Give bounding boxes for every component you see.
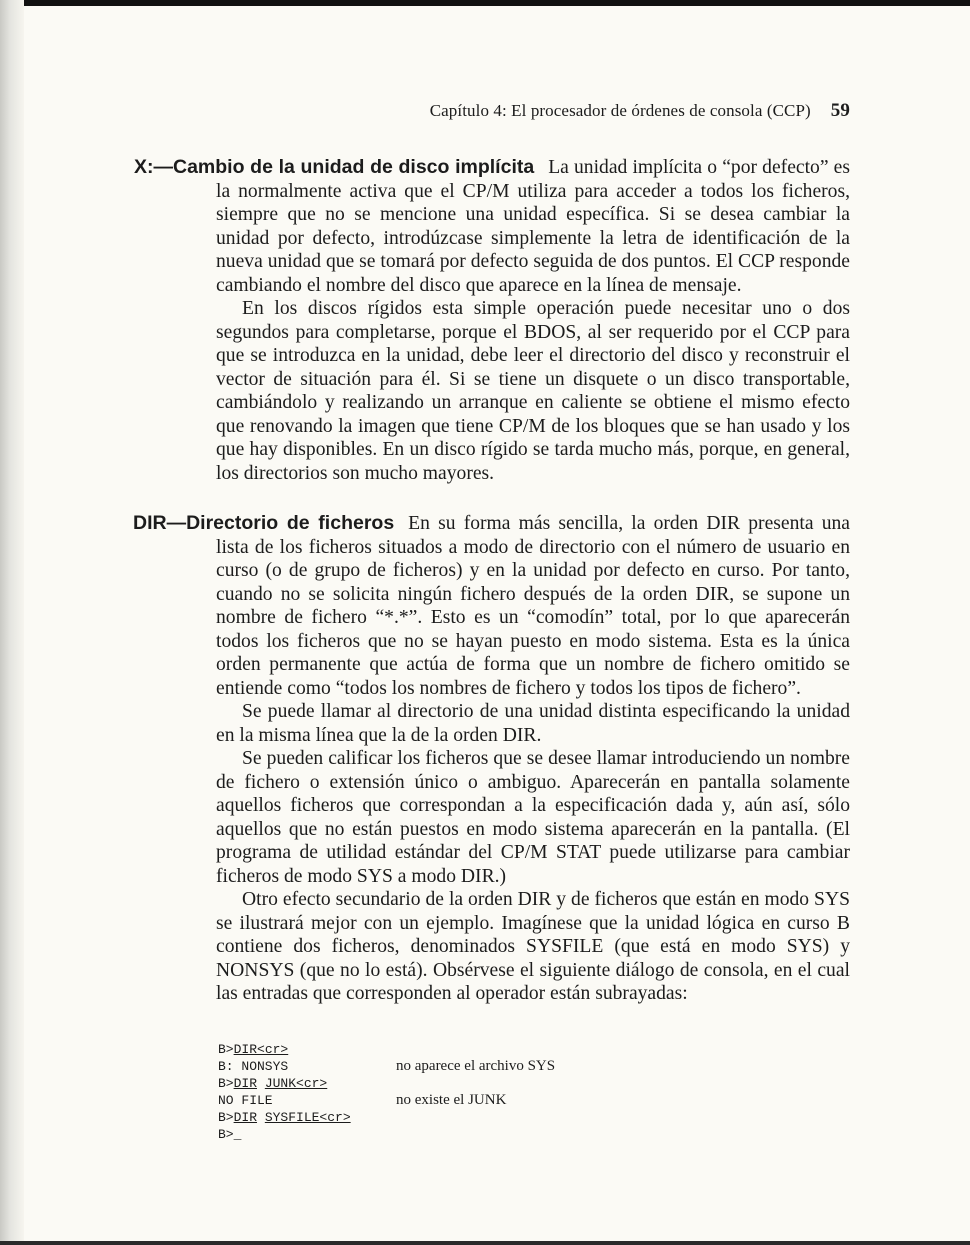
operator-input: JUNK<cr> [264,1076,328,1091]
section-dir-paragraph-2: Se puede llamar al directorio de una unidad distinta especificando la unidad en la misma línea que la de la orden DIR. [216,701,850,746]
console-dialog [218,1041,858,1143]
console-line [218,1041,858,1058]
console-prompt: B> [218,1076,234,1091]
console-prompt: B> [218,1042,234,1057]
section-x-paragraph-1 [134,156,850,297]
console-note: no existe el JUNK [396,1092,507,1108]
console-line [218,1126,858,1143]
operator-input: SYSFILE<cr> [264,1110,351,1125]
section-dir-paragraph-4: Otro efecto secundario de la orden DIR y de ficheros que están en modo SYS se ilustrará mejor con un ejemplo. Imagínese que la unidad lógica en curso B contiene dos ficheros, denominados SYSFILE (que está en modo SYS) y NONSYS (que no lo está). Obsérvese el siguiente diálogo de consola, en el cual las entradas que corresponden al operador están subrayadas: [216,889,850,1004]
console-prompt: B> [218,1127,234,1142]
running-title: Capítulo 4: El procesador de órdenes de consola (CCP) [429,101,811,120]
console-line [218,1092,858,1109]
console-line [218,1075,858,1092]
page-binding-shadow [0,0,24,1245]
console-note: no aparece el archivo SYS [396,1058,556,1074]
section-x-heading: X:—Cambio de la unidad de disco implícita [134,156,535,178]
section-dir-para1-text: En su forma más sencilla, la orden DIR presenta una lista de los ficheros situados a modo de directorio con el número de usuario en curso (o de grupo de ficheros) y en la unidad por defecto en curso. Por tanto, cuando no se solicita ningún fichero después de la orden DIR, se supone un nombre de fichero “*.*”. Esto es un “comodín” total, por lo que aparecerán todos los ficheros que no se hayan puesto en modo sistema. Esta es la única orden permanente que actúa de forma que un nombre de fichero omitido se entiende como “todos los nombres de fichero y todos los tipos de fichero”. [216,513,850,699]
operator-input: DIR [233,1076,258,1091]
running-header [0,100,850,122]
section-x-paragraph-2: En los discos rígidos esta simple operación puede necesitar uno o dos segundos para completarse, porque el BDOS, al ser requerido por el CCP para que se introduzca en la unidad, debe leer el directorio del disco y reconstruir el vector de situación para él. Si se tiene un disquete o un disco transportable, cambiándolo y realizando un arranque en caliente se obtiene el mismo efecto que renovando la imagen que tiene CP/M de los bloques que se han usado y los que hay disponibles. En un disco rígido se tarda mucho más, porque, en general, los directorios son mucho mayores. [216,298,850,484]
page-bottom-edge [0,1241,970,1245]
page-number: 59 [830,100,850,121]
operator-input: DIR [233,1110,258,1125]
section-dir-heading: DIR—Directorio de ficheros [133,512,395,534]
console-line [218,1109,858,1126]
page-top-edge [0,0,970,6]
section-x-para1-text: La unidad implícita o “por defecto” es la normalmente activa que el CP/M utiliza para acceder a todos los ficheros, siempre que no se mencione una unidad específica. Si se desea cambiar la unidad por defecto, introdúzcase simplemente la letra de identificación de la nueva unidad que se tomará por defecto seguida de dos puntos. El CCP responde cambiando el nombre del disco que aparece en la línea de mensaje. [216,157,850,296]
console-output: NO FILE [218,1093,273,1108]
section-dir-directory [133,512,850,1006]
section-dir-paragraph-1 [133,512,850,700]
operator-input: DIR<cr> [233,1042,289,1057]
section-dir-paragraph-3: Se pueden calificar los ficheros que se desee llamar introduciendo un nombre de fichero o extensión único o ambiguo. Aparecerán en pantalla solamente aquellos ficheros que correspondan a la especificación dada y, aún así, sólo aquellos que no están puestos en modo sistema aparecerán en la pantalla. (El programa de utilidad estándar del CP/M STAT puede utilizarse para cambiar ficheros de modo SYS a modo DIR.) [216,748,850,887]
console-prompt: B> [218,1110,234,1125]
console-output: B: NONSYS [218,1059,289,1074]
section-x-drive-change [134,156,850,485]
console-cursor: _ [233,1127,242,1142]
console-line [218,1058,858,1075]
